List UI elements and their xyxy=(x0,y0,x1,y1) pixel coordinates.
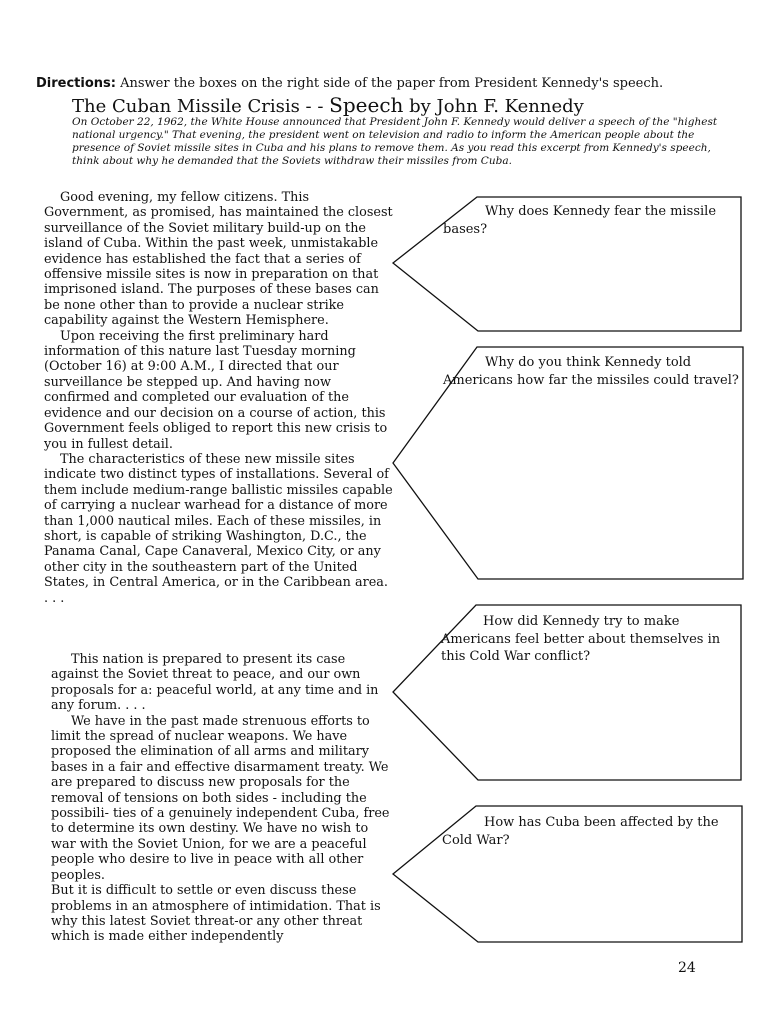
question-2 xyxy=(443,354,743,389)
speech-paragraph-5: We have in the past made strenuous efforts to limit the spread of nuclear weapons. We have proposed the elimination of all arms and military bases in a fair and effective disarmament treaty. We are prepared to discuss new proposals for the removal of tensions on both sides - including the possibili- ties of a genuinely independent Cuba, free to determine its own destiny. We have no wish to war with the Soviet Union, for we are a peaceful people who desire to live in peace with all other peoples. xyxy=(51,713,390,883)
intro-paragraph: On October 22, 1962, the White House announced that President John F. Kennedy would deliver a speech of the "highest national urgency." That evening, the president went on television and radio to inform the American people about the presence of Soviet missile sites in Cuba and his plans to remove them. As you read this excerpt from Kennedy's speech, think about why he demanded that the Soviets withdraw their missiles from Cuba. xyxy=(72,116,718,167)
question-1 xyxy=(443,203,743,238)
title-part-1: The Cuban Missile Crisis - - xyxy=(72,96,330,117)
speech-paragraph-3: The characteristics of these new missile sites indicate two distinct types of installations. Several of them include medium-range ballistic missiles capable of carrying a nuclear warhead for a distance of more than 1,000 nautical miles. Each of these missiles, in short, is capable of striking Washington, D.C., the Panama Canal, Cape Canaveral, Mexico City, or any other city in the southeastern part of the United States, in Central America, or in the Caribbean area. . . . xyxy=(44,451,393,606)
speech-paragraph-2: Upon receiving the first preliminary hard information of this nature last Tuesday morning (October 16) at 9:00 A.M., I directed that our surveillance be stepped up. And having now confirmed and completed our evaluation of the evidence and our decision on a course of action, this Government feels obliged to report this new crisis to you in fullest detail. xyxy=(44,328,388,452)
directions-label: Directions: xyxy=(36,76,116,91)
speech-paragraph-6: But it is difficult to settle or even discuss these problems in an atmosphere of intimidation. That is why this latest Soviet threat-or any other threat which is made either independently xyxy=(51,883,381,945)
question-4 xyxy=(442,814,742,849)
title-part-2: Speech xyxy=(329,93,404,117)
question-1-text: Why does Kennedy fear the missile bases? xyxy=(443,204,717,237)
question-3-text: How did Kennedy try to make Americans feel better about themselves in this Cold War conflict? xyxy=(441,614,721,664)
page-number: 24 xyxy=(678,960,696,976)
question-3 xyxy=(441,613,741,666)
question-4-text: How has Cuba been affected by the Cold War? xyxy=(442,815,719,848)
speech-paragraph-1: Good evening, my fellow citizens. This Government, as promised, has maintained the closest surveillance of the Soviet military build-up on the island of Cuba. Within the past week, unmistakable evidence has established the fact that a series of offensive missile sites is now in preparation on that imprisoned island. The purposes of these bases can be none other than to provide a nuclear strike capability against the Western Hemisphere. xyxy=(44,190,393,329)
title-part-3: by John F. Kennedy xyxy=(403,96,584,117)
speech-paragraph-4: This nation is prepared to present its case against the Soviet threat to peace, and our own proposals for a: peaceful world, at any time and in any forum. . . . xyxy=(51,652,379,714)
question-2-text: Why do you think Kennedy told Americans how far the missiles could travel? xyxy=(443,355,739,388)
directions-text: Answer the boxes on the right side of the paper from President Kennedy's speech. xyxy=(115,76,664,91)
